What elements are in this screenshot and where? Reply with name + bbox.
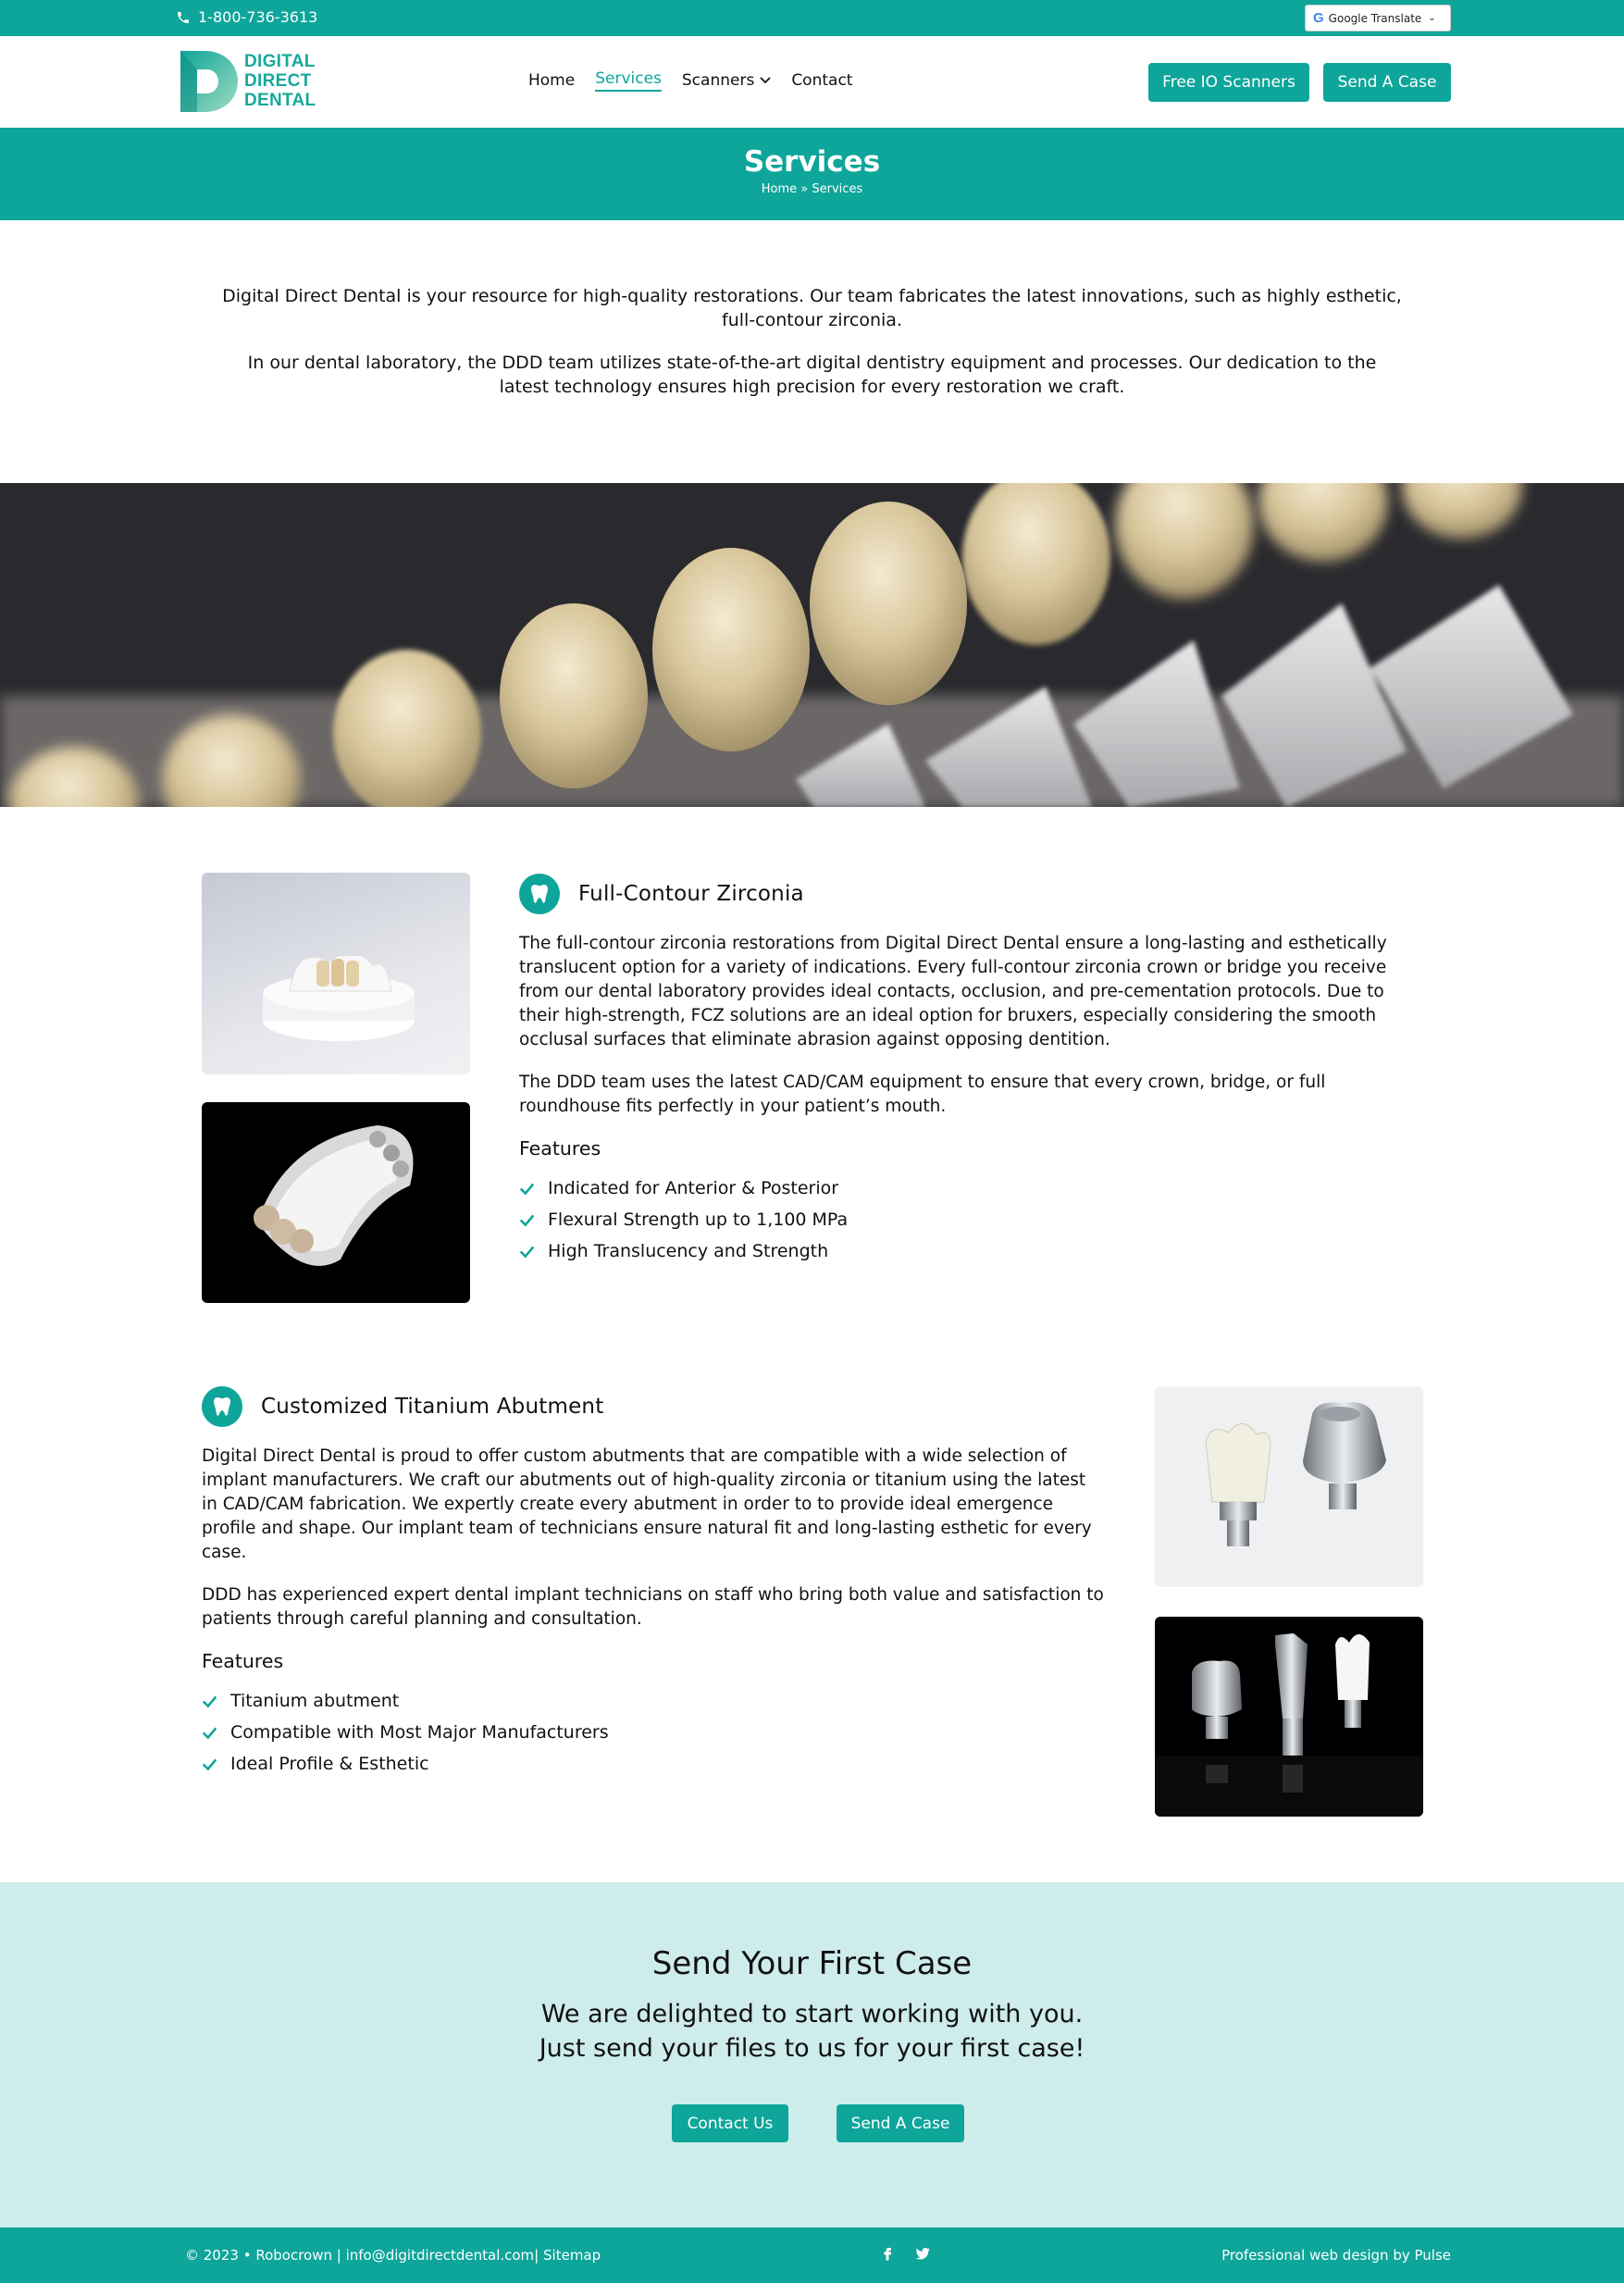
dental-arch-illustration: [202, 1102, 470, 1303]
footer-email-link[interactable]: info@digitdirectdental.com: [345, 2247, 535, 2264]
intro-paragraph: Digital Direct Dental is your resource for high-quality restorations. Our team fabricates the latest innovations, such as highly esthetic, full-contour zirconia.: [222, 286, 1402, 330]
service-full-contour-zirconia: [519, 873, 1426, 1267]
logo-line: DIRECT: [244, 71, 312, 91]
list-item: [519, 1235, 1426, 1267]
cta-section: [0, 1882, 1624, 2227]
page-title-banner: [0, 128, 1624, 220]
features-heading: Features: [519, 1137, 601, 1160]
free-io-scanners-button[interactable]: Free IO Scanners: [1148, 63, 1309, 102]
feature-text: High Translucency and Strength: [548, 1241, 829, 1261]
footer-credit[interactable]: Professional web design by Pulse: [1221, 2247, 1451, 2264]
logo-line: DENTAL: [244, 91, 316, 110]
cta-send-a-case-button[interactable]: Send A Case: [837, 2104, 964, 2142]
twitter-icon[interactable]: [914, 2245, 931, 2262]
check-icon: [202, 1694, 217, 1709]
abutment-illustration: [1155, 1386, 1423, 1587]
abutment-set-illustration: [1155, 1617, 1423, 1817]
site-header: [0, 36, 1624, 128]
feature-text: Indicated for Anterior & Posterior: [548, 1178, 839, 1198]
section-title: Full-Contour Zirconia: [578, 882, 804, 906]
list-item: [202, 1717, 1104, 1748]
section-title: Customized Titanium Abutment: [261, 1395, 604, 1419]
features-list: [202, 1685, 1104, 1780]
feature-text: Compatible with Most Major Manufacturers: [230, 1722, 609, 1743]
breadcrumb: Home » Services: [761, 182, 863, 196]
section-paragraph: DDD has experienced expert dental implant technicians on staff who bring both value and satisfaction to patients through careful planning and consultation.: [202, 1585, 1104, 1629]
features-list: [519, 1173, 1426, 1267]
copyright: © 2023 • Robocrown |: [185, 2247, 341, 2264]
hero-shade-guide-image: [0, 483, 1624, 807]
footer-left: [185, 2247, 601, 2264]
features-heading: Features: [202, 1650, 284, 1672]
abutment-photo: [1155, 1386, 1423, 1587]
check-icon: [519, 1244, 535, 1259]
intro-paragraph: In our dental laboratory, the DDD team utilizes state-of-the-art digital dentistry equipment and processes. Our dedication to the latest technology ensures high precision for every restoration we craft.: [247, 353, 1377, 397]
logo-mark-icon: [179, 49, 240, 114]
phone-icon: [176, 10, 191, 25]
phone-link[interactable]: [176, 8, 317, 26]
google-translate-select[interactable]: [1305, 5, 1451, 31]
zirconia-model-photo: [202, 873, 470, 1074]
nav-label: Home: [528, 71, 576, 90]
cta-line: Just send your files to us for your first case!: [539, 2034, 1085, 2063]
logo-line: DIGITAL: [244, 52, 316, 71]
service-titanium-abutment: [202, 1385, 1104, 1780]
feature-text: Flexural Strength up to 1,100 MPa: [548, 1210, 849, 1230]
section-paragraph: The DDD team uses the latest CAD/CAM equipment to ensure that every crown, bridge, or full roundhouse fits perfectly in your patient’s mouth.: [519, 1073, 1326, 1116]
translate-label: Google Translate: [1328, 11, 1422, 25]
cta-line: We are delighted to start working with you.: [540, 2000, 1084, 2029]
check-icon: [519, 1181, 535, 1197]
footer-sitemap-link[interactable]: Sitemap: [543, 2247, 601, 2264]
tooth-icon: [519, 874, 560, 914]
check-icon: [519, 1212, 535, 1228]
nav-services[interactable]: [595, 69, 662, 92]
contact-us-button[interactable]: Contact Us: [672, 2104, 788, 2142]
chevron-down-icon: ⌄: [1428, 13, 1436, 23]
chevron-down-icon: [760, 77, 771, 84]
main-nav: [528, 69, 873, 92]
logo-text: [244, 52, 316, 110]
feature-text: Titanium abutment: [230, 1691, 400, 1711]
logo[interactable]: [179, 49, 317, 118]
section-paragraph: Digital Direct Dental is proud to offer custom abutments that are compatible with a wide selection of implant manufacturers. We craft our abutments out of high-quality zirconia or titanium using the latest in CAD/CAM fabrication. We expertly create every abutment in order to to provide ideal emergence profile and shape. Our implant team of technicians ensure natural fit and long-lasting esthetic for every case.: [202, 1446, 1092, 1562]
list-item: [202, 1748, 1104, 1780]
abutment-set-photo: [1155, 1617, 1423, 1817]
nav-contact[interactable]: [791, 69, 852, 92]
page-title: Services: [743, 145, 881, 179]
cta-message: [0, 1997, 1624, 2066]
shade-guide-illustration: [0, 483, 1624, 807]
footer-separator: |: [534, 2247, 539, 2264]
cta-title: Send Your First Case: [651, 1945, 973, 1982]
facebook-icon[interactable]: [879, 2245, 896, 2262]
nav-label: Scanners: [681, 71, 755, 90]
tooth-icon: [202, 1386, 242, 1427]
check-icon: [202, 1756, 217, 1772]
section-paragraph: The full-contour zirconia restorations from Digital Direct Dental ensure a long-lasting and esthetically translucent option for a variety of indications. Every full-contour zirconia crown or bridge you receive from our dental laboratory provides ideal contacts, occlusion, and pre-cementation protocols. Due to their high-strength, FCZ solutions are an ideal option for bruxers, especially considering the smooth occlusal surfaces that eliminate abrasion against opposing dentition.: [519, 934, 1387, 1049]
send-a-case-button[interactable]: Send A Case: [1323, 63, 1451, 102]
feature-text: Ideal Profile & Esthetic: [230, 1754, 429, 1774]
google-g-icon: G: [1313, 10, 1324, 26]
check-icon: [202, 1725, 217, 1741]
list-item: [202, 1685, 1104, 1717]
nav-home[interactable]: [528, 69, 575, 92]
zirconia-bridge-photo: [202, 1102, 470, 1303]
nav-label: Services: [595, 69, 662, 88]
intro-text: [222, 284, 1402, 417]
top-bar: [0, 0, 1624, 36]
dental-model-illustration: [202, 873, 470, 1074]
social-links: [879, 2245, 931, 2262]
list-item: [519, 1204, 1426, 1235]
list-item: [519, 1173, 1426, 1204]
site-footer: [0, 2227, 1624, 2283]
phone-number: 1-800-736-3613: [198, 8, 318, 26]
nav-label: Contact: [791, 71, 853, 90]
nav-scanners[interactable]: [682, 69, 771, 92]
